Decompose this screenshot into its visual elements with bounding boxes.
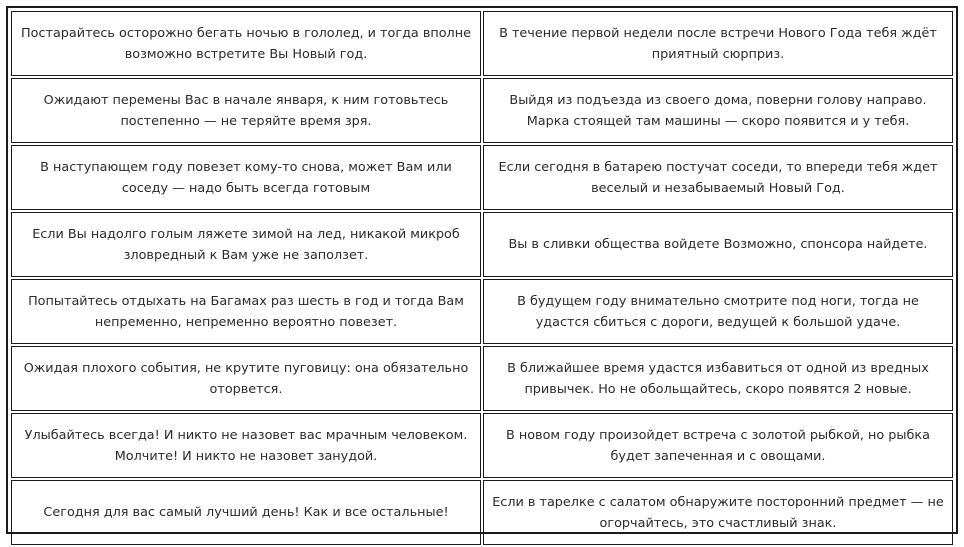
predictions-sheet [6,6,958,534]
prediction-text: Вы в сливки общества войдете Возможно, спонсора найдете. [508,237,928,252]
prediction-cell-left [11,78,481,143]
prediction-text: Сегодня для вас самый лучший день! Как и все остальные! [43,505,449,520]
prediction-text: Улыбайтесь всегда! И никто не назовет вас мрачным человеком. Молчите! И никто не назовет занудой. [24,427,468,464]
table-row [11,279,953,344]
prediction-cell-right [483,346,953,411]
prediction-cell-left [11,480,481,545]
prediction-text: Постарайтесь осторожно бегать ночью в гололед, и тогда вполне возможно встретите Вы Новый год. [21,25,471,62]
prediction-text: В течение первой недели после встречи Нового Года тебя ждёт приятный сюрприз. [499,25,937,62]
prediction-cell-left [11,413,481,478]
prediction-text: Если в тарелке с салатом обнаружите посторонний предмет — не огорчайтесь, это счастливый знак. [492,494,944,531]
prediction-text: В новом году произойдет встреча с золотой рыбкой, но рыбка будет запеченная и с овощами. [505,427,930,464]
table-row [11,145,953,210]
prediction-text: Попытайтесь отдыхать на Багамах раз шесть в год и тогда Вам непременно, непременно вероятно повезет. [28,293,464,330]
prediction-text: Ожидают перемены Вас в начале января, к ним готовьтесь постепенно — не теряйте время зря. [43,92,449,129]
table-row [11,78,953,143]
prediction-cell-right [483,78,953,143]
table-row [11,11,953,76]
prediction-cell-left [11,212,481,277]
table-row [11,413,953,478]
prediction-cell-left [11,279,481,344]
table-row [11,212,953,277]
prediction-cell-left [11,346,481,411]
prediction-text: В ближайшее время удастся избавиться от одной из вредных привычек. Но не обольщайтесь, скоро появятся 2 новые. [507,360,929,397]
table-row [11,346,953,411]
prediction-cell-left [11,145,481,210]
prediction-text: В наступающем году повезет кому-то снова, может Вам или соседу — надо быть всегда готовым [40,159,452,196]
table-row [11,480,953,545]
prediction-text: Если Вы надолго голым ляжете зимой на лед, никакой микроб зловредный к Вам уже не заползет. [32,226,460,263]
prediction-text: В будущем году внимательно смотрите под ноги, тогда не удастся сбиться с дороги, ведущей к большой удаче. [517,293,919,330]
prediction-cell-right [483,212,953,277]
prediction-cell-right [483,480,953,545]
prediction-cell-right [483,413,953,478]
prediction-text: Ожидая плохого события, не крутите пуговицу: она обязательно оторвется. [23,360,469,397]
prediction-text: Выйдя из подъезда из своего дома, поверни голову направо. Марка стоящей там машины — скоро появится и у тебя. [509,92,927,129]
predictions-table [9,9,955,547]
prediction-cell-left [11,11,481,76]
prediction-text: Если сегодня в батарею постучат соседи, то впереди тебя ждет веселый и незабываемый Новый Год. [498,159,938,196]
prediction-cell-right [483,145,953,210]
prediction-cell-right [483,11,953,76]
prediction-cell-right [483,279,953,344]
